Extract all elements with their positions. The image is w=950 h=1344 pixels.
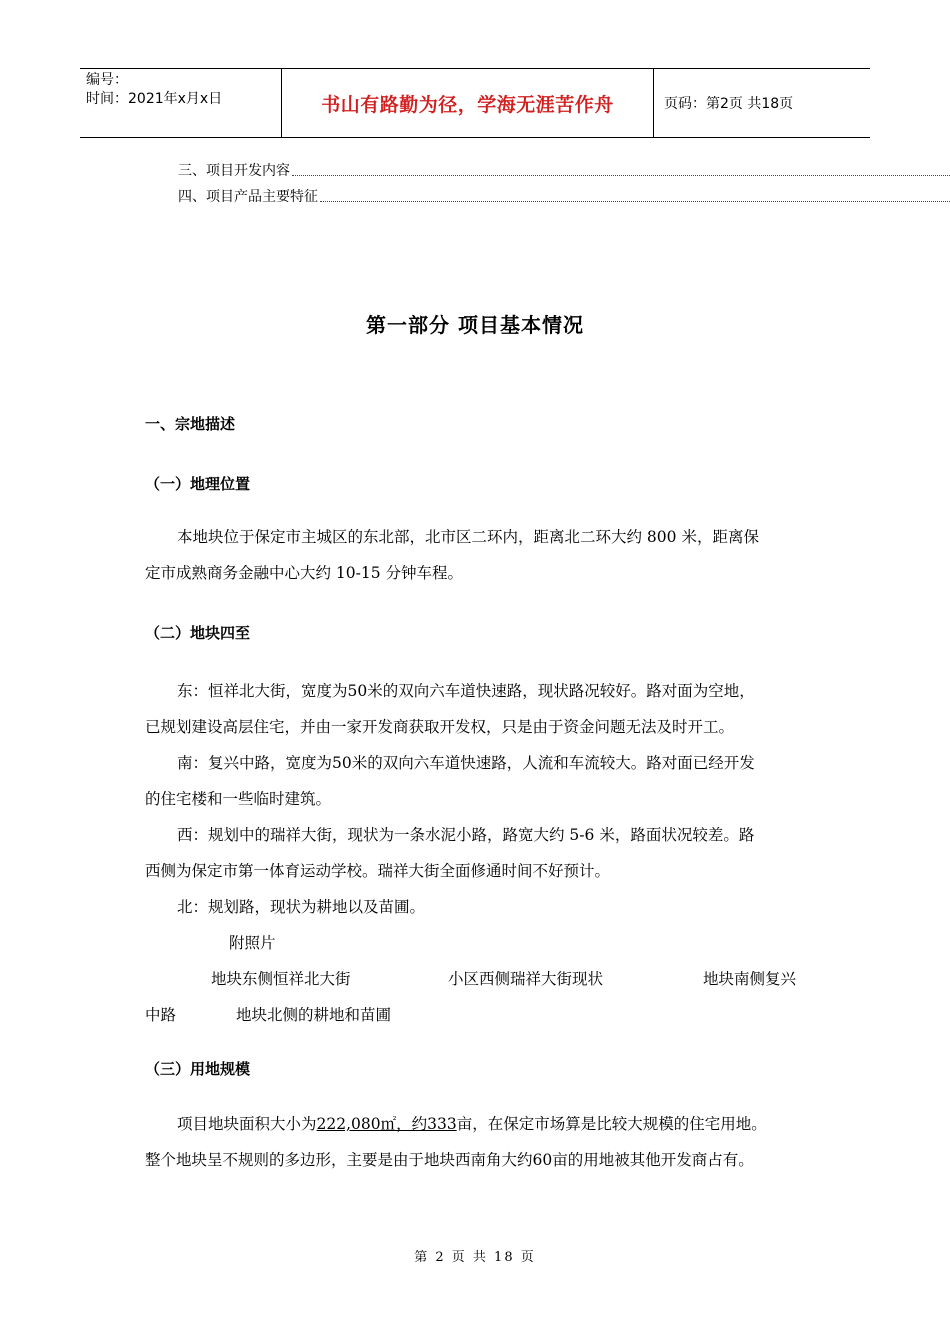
toc-item-label: 四、项目产品主要特征 xyxy=(178,189,318,205)
header-meta xyxy=(80,69,281,137)
paragraph-location xyxy=(145,519,815,591)
toc-leader-dots xyxy=(292,174,950,176)
photo-caption: 小区西侧瑞祥大街现状 xyxy=(448,970,604,988)
text-line: 整个地块呈不规则的多边形，主要是由于地块西南角大约60亩的用地被其他开发商占有。 xyxy=(145,1151,754,1169)
subsection-heading: （三）用地规模 xyxy=(145,1060,251,1078)
paragraph-land-scale xyxy=(145,1106,815,1178)
paragraph-boundaries xyxy=(145,673,815,1033)
page-footer: 第 2 页 共 18 页 xyxy=(414,1250,536,1265)
photo-caption: 地块北侧的耕地和苗圃 xyxy=(236,1006,392,1024)
toc-item[interactable] xyxy=(178,160,950,180)
toc-item[interactable] xyxy=(178,186,950,206)
text-span: 项目地块面积大小为 xyxy=(177,1115,317,1133)
text-line: 的住宅楼和一些临时建筑。 xyxy=(145,790,332,808)
subsection-heading: （二）地块四至 xyxy=(145,624,251,642)
header-motto-cell xyxy=(281,69,654,137)
page-title: 第一部分 项目基本情况 xyxy=(366,313,584,337)
toc-leader-dots xyxy=(320,200,950,202)
page-header xyxy=(80,68,870,138)
section-heading: 一、宗地描述 xyxy=(145,415,236,433)
text-line: 西侧为保定市第一体育运动学校。瑞祥大街全面修通时间不好预计。 xyxy=(145,862,611,880)
photos-label: 附照片 xyxy=(229,934,276,952)
subsection-heading: （一）地理位置 xyxy=(145,475,251,493)
text-line: 本地块位于保定市主城区的东北部，北市区二环内，距离北二环大约 800 米，距离保 xyxy=(177,528,759,546)
photo-caption: 地块南侧复兴 xyxy=(703,970,797,988)
text-line: 定市成熟商务金融中心大约 10-15 分钟车程。 xyxy=(145,564,464,582)
text-line: 已规划建设高层住宅，并由一家开发商获取开发权，只是由于资金问题无法及时开工。 xyxy=(145,718,735,736)
text-line: 北：规划路，现状为耕地以及苗圃。 xyxy=(177,898,426,916)
photo-captions-row xyxy=(145,997,815,1033)
photo-captions-row xyxy=(145,961,815,997)
text-span: 亩，在保定市场算是比较大规模的住宅用地。 xyxy=(456,1115,767,1133)
area-value: 222,080㎡，约333 xyxy=(316,1115,457,1133)
header-motto: 书山有路勤为径，学海无涯苦作舟 xyxy=(321,93,614,116)
photo-caption: 地块东侧恒祥北大街 xyxy=(211,970,351,988)
text-line: 南：复兴中路，宽度为50米的双向六车道快速路，人流和车流较大。路对面已经开发 xyxy=(177,754,755,772)
text-line xyxy=(145,1106,815,1142)
text-line: 东：恒祥北大街，宽度为50米的双向六车道快速路，现状路况较好。路对面为空地， xyxy=(177,682,755,700)
header-page-info: 页码：第2页 共18页 xyxy=(664,96,794,112)
time-label: 时间：2021年x月x日 xyxy=(86,91,223,107)
code-label: 编号： xyxy=(86,72,128,88)
text-line: 西：规划中的瑞祥大街，现状为一条水泥小路，路宽大约 5-6 米，路面状况较差。路 xyxy=(177,826,755,844)
photo-caption: 中路 xyxy=(145,1006,177,1024)
toc-item-label: 三、项目开发内容 xyxy=(178,163,290,179)
